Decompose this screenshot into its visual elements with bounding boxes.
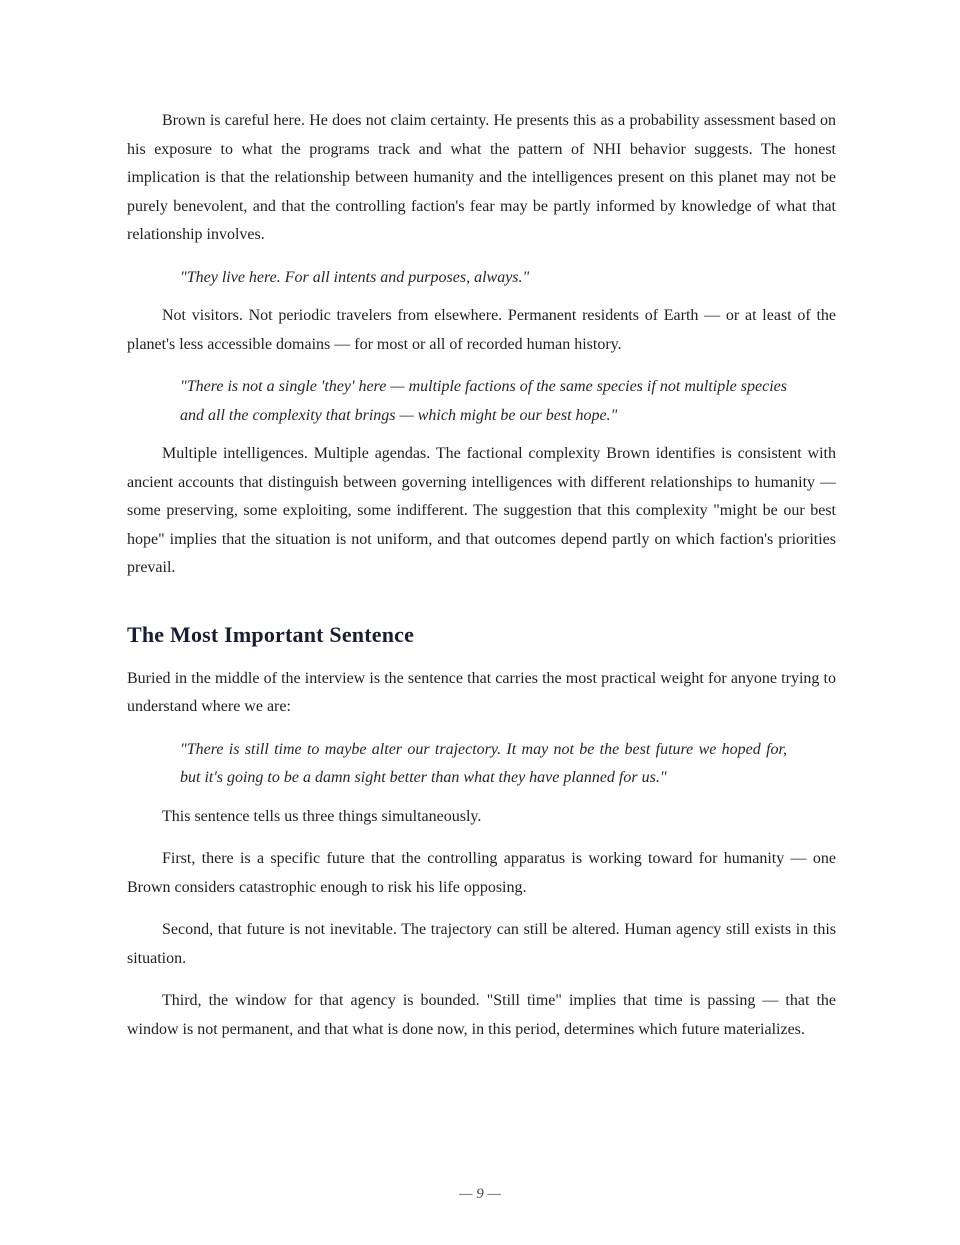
paragraph-not-visitors: Not visitors. Not periodic travelers from elsewhere. Permanent residents of Earth — or at least of the planet's less accessible domains — for most or all of recorded human history. xyxy=(127,307,836,353)
paragraph-buried-in-middle: Buried in the middle of the interview is the sentence that carries the most practical weight for anyone trying to understand where we are: xyxy=(127,669,836,715)
paragraph-multiple-intelligences: Multiple intelligences. Multiple agendas. The factional complexity Brown identifies is consistent with ancient accounts that distinguish between governing intelligences with different relationships to humanity — some preserving, some exploiting, some indifferent. The suggestion that this complexity "might be our best hope" implies that the situation is not uniform, and that outcomes depend partly on which faction's priorities prevail. xyxy=(127,445,836,576)
section-heading-most-important-sentence: The Most Important Sentence xyxy=(127,621,415,647)
block-quote-not-a-single-they: "There is not a single 'they' here — multiple factions of the same species if not multiple species and all the complexity that brings — which might be our best hope." xyxy=(180,378,787,424)
paragraph-brown-careful: Brown is careful here. He does not claim certainty. He presents this as a probability assessment based on his exposure to what the programs track and what the pattern of NHI behavior suggests. The honest implication is that the relationship between humanity and the intelligences present on this planet may not be purely benevolent, and that the controlling faction's fear may be partly informed by knowledge of what that relationship involves. xyxy=(127,112,836,243)
paragraph-first: First, there is a specific future that the controlling apparatus is working toward for humanity — one Brown considers catastrophic enough to risk his life opposing. xyxy=(127,850,836,896)
block-quote-they-live-here: "They live here. For all intents and purposes, always." xyxy=(180,268,530,286)
paragraph-three-things: This sentence tells us three things simultaneously. xyxy=(162,807,482,825)
page-number: — 9 — xyxy=(459,1186,501,1202)
block-quote-still-time: "There is still time to maybe alter our trajectory. It may not be the best future we hoped for, but it's going to be a damn sight better than what they have planned for us." xyxy=(180,740,787,786)
paragraph-third: Third, the window for that agency is bounded. "Still time" implies that time is passing — that the window is not permanent, and that what is done now, in this period, determines which future materializes. xyxy=(127,992,836,1038)
paragraph-second: Second, that future is not inevitable. The trajectory can still be altered. Human agency still exists in this situation. xyxy=(127,921,836,967)
